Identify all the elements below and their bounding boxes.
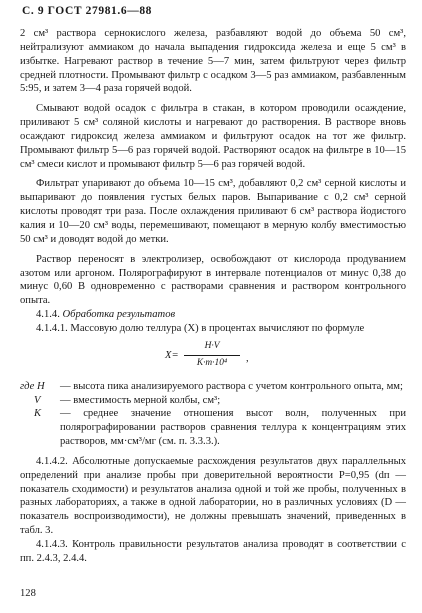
section-number: 4.1.4. (36, 309, 60, 321)
definition-symbol: где H (20, 380, 45, 392)
definition-text: — высота пика анализируемого раствора с учетом контрольного опыта, мм; (60, 380, 403, 392)
definition-text: — вместимость мерной колбы, см³; (60, 394, 221, 406)
section-title: Обработка результатов (62, 309, 176, 321)
paragraph-1: 2 см³ раствора сернокислого железа, разбавляют водой до объема 50 см³, нейтрализуют аммиаком до начала выпадения гидроксида железа и еще 5 см³ в избытке. Нагревают раствор в течение 5—7 мин, затем фильтруют через фильтр средней плотности. Промывают фильтр с осадком 3—5 раз аммиаком, разбавленным 5:95, и затем 3—4 раза горячей водой. (20, 28, 406, 95)
paragraph-4-1-4-2: 4.1.4.2. Абсолютные допускаемые расхождения результатов двух параллельных определений при анализе пробы при доверительной вероятности P=0,95 (dп — показатель сходимости) и результатов анализа одной и той же пробы, полученных в разных лабораториях, а также в одной лаборатории, но в различных условиях (D — показатель воспроизводимости), не должны превышать значений, приведенных в табл. 3. (20, 455, 406, 537)
formula-lhs: X= (165, 349, 179, 361)
page-header: С. 9 ГОСТ 27981.6—88 (22, 5, 153, 17)
document-body (20, 27, 406, 566)
formula-fraction (184, 340, 240, 371)
formula-definitions (20, 380, 406, 449)
formula-numerator: H·V (184, 340, 240, 356)
section-heading-4-1-4 (20, 308, 406, 322)
formula-tellurium (20, 338, 406, 380)
paragraph-4-1-4-1: 4.1.4.1. Массовую долю теллура (X) в процентах вычисляют по формуле (36, 322, 365, 334)
formula-tail: , (246, 352, 249, 364)
paragraph-4-1-4-3: 4.1.4.3. Контроль правильности результатов анализа проводят в соответствии с пп. 2.4.3, 2.4.4. (20, 539, 406, 564)
page-number: 128 (20, 588, 36, 599)
definition-v (20, 394, 406, 408)
definition-k (20, 407, 406, 449)
definition-h (20, 380, 406, 394)
paragraph-4: Раствор переносят в электролизер, освобождают от кислорода продуванием азотом или аргоном. Полярографируют в интервале потенциалов от минус 0,38 до минус 0,60 В одновременно с растворами сравнения и раствором контрольного опыта. (20, 253, 406, 307)
definition-symbol: V (34, 394, 41, 406)
paragraph-2: Смывают водой осадок с фильтра в стакан, в котором проводили осаждение, приливают 5 см³ соляной кислоты и нагревают до растворения. В растворе вновь осаждают гидроксид железа аммиаком и фильтруют осадок на тот же фильтр. Промывают фильтр 5—6 раз горячей водой. Растворяют осадок на фильтре в 10—15 см³ смеси кислот и промывают фильтр 5—6 раз горячей водой. (20, 103, 406, 170)
definition-symbol: K (34, 408, 42, 420)
definition-text: — среднее значение отношения высот волн, полученных при полярографировании растворов сравнения теллура к концентрациям этих растворов, мм·см³/мг (см. п. 3.3.3.). (60, 408, 406, 448)
paragraph-3: Фильтрат упаривают до объема 10—15 см³, добавляют 0,2 см³ серной кислоты и выпаривают до появления густых белых паров. Выпаривание с 0,2 см³ серной кислоты проводят три раза. После охлаждения приливают 6 см³ раствора йодистого калия и 10—20 см³ воды, перемешивают, помещают в мерную колбу вместимостью 50 см³ и доводят водой до метки. (20, 178, 406, 245)
formula-denominator: K·m·10⁴ (196, 357, 228, 368)
